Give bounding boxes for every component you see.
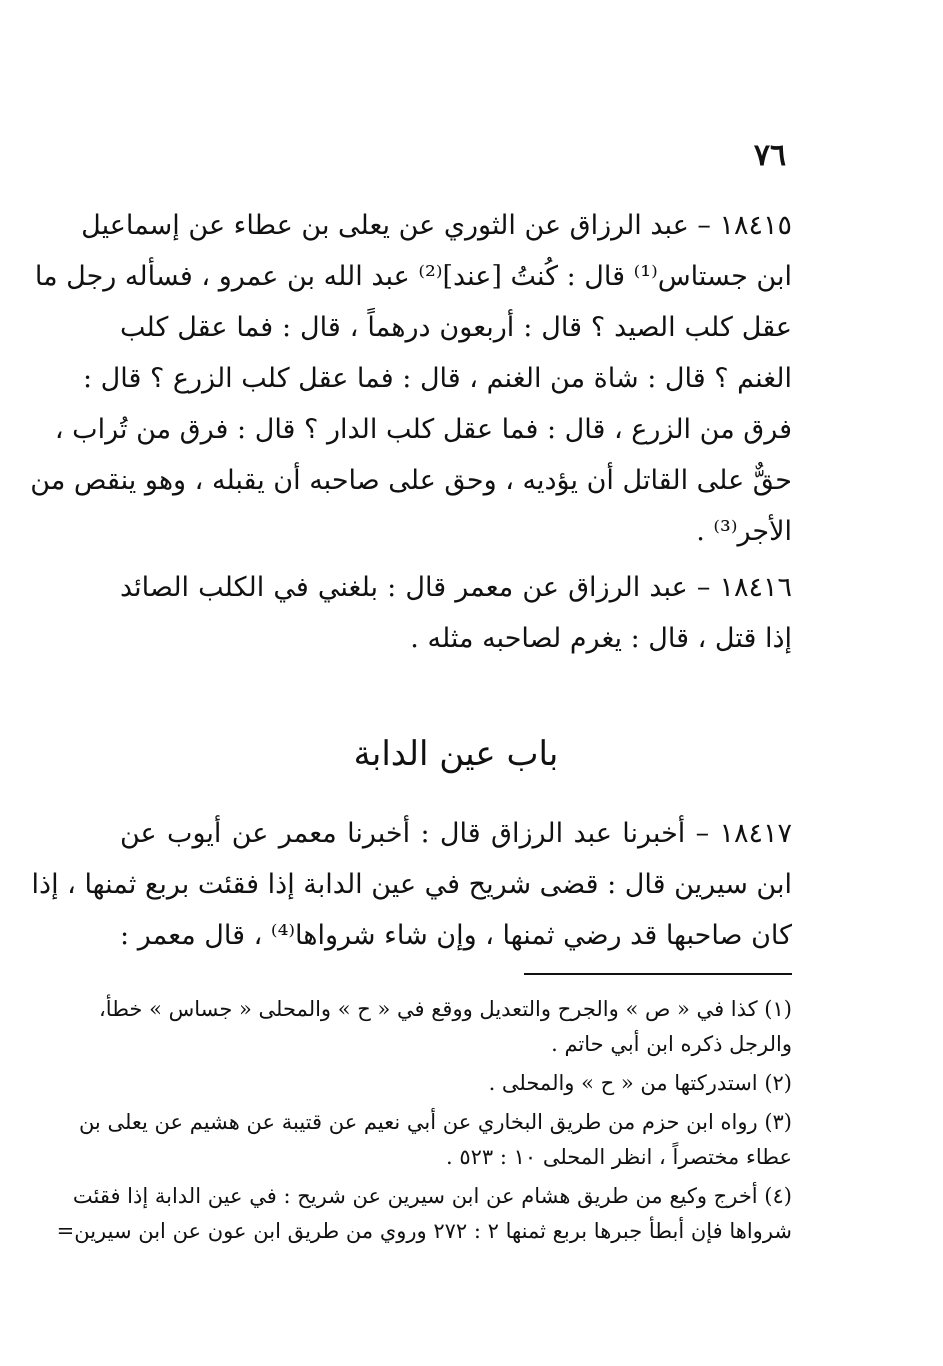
page-number: ٧٦: [753, 138, 787, 173]
text-line: عقل كلب الصيد ؟ قال : أربعون درهماً ، قال : فما عقل كلب: [120, 312, 792, 343]
hadith-entry-18416: [120, 562, 792, 664]
hadith-entry-18417: [31, 808, 792, 961]
footnote-line: عطاء مختصراً ، انظر المحلى ١٠ : ٥٢٣ .: [445, 1145, 792, 1169]
footnote-divider: [524, 973, 792, 975]
footnotes: [56, 992, 792, 1253]
footnote-line: (١) كذا في « ص » والجرح والتعديل ووقع في « ح » والمحلى « جساس » خطأ،: [99, 997, 792, 1021]
text-line: إذا قتل ، قال : يغرم لصاحبه مثله .: [410, 623, 792, 654]
text-line: الأجر⁽³⁾ .: [696, 516, 792, 547]
footnote-4: [56, 1179, 792, 1249]
footnote-line: (٤) أخرج وكيع من طريق هشام عن ابن سيرين عن شريح : في عين الدابة إذا فقئت: [72, 1184, 792, 1208]
text-line: فرق من الزرع ، قال : فما عقل كلب الدار ؟ قال : فرق من تُراب ،: [54, 414, 792, 445]
text-line: ١٨٤١٦ – عبد الرزاق عن معمر قال : بلغني في الكلب الصائد: [120, 572, 792, 603]
footnote-line: والرجل ذكره ابن أبي حاتم .: [551, 1032, 792, 1056]
text-line: ابن سيرين قال : قضى شريح في عين الدابة إذا فقئت بربع ثمنها ، إذا: [31, 869, 792, 900]
text-line: الغنم ؟ قال : شاة من الغنم ، قال : فما عقل كلب الزرع ؟ قال :: [82, 363, 792, 394]
footnote-1: [99, 992, 792, 1062]
footnote-line: (٣) رواه ابن حزم من طريق البخاري عن أبي نعيم عن قتيبة عن هشيم عن يعلى بن: [78, 1110, 792, 1134]
footnote-line: شرواها فإن أبطأ جبرها بربع ثمنها ٢ : ٢٧٢ وروي من طريق ابن عون عن ابن سيرين=: [56, 1219, 792, 1243]
section-title: باب عين الدابة: [353, 734, 559, 774]
text-line: كان صاحبها قد رضي ثمنها ، وإن شاء شرواها⁽⁴⁾ ، قال معمر :: [120, 920, 792, 951]
text-line: ١٨٤١٧ – أخبرنا عبد الرزاق قال : أخبرنا معمر عن أيوب عن: [120, 818, 792, 849]
hadith-entry-18415: [30, 200, 792, 557]
text-line: ابن جستاس⁽¹⁾ قال : كُنتُ [عند]⁽²⁾ عبد الله بن عمرو ، فسأله رجل ما: [34, 261, 792, 292]
text-line: حقٌّ على القاتل أن يؤديه ، وحق على صاحبه أن يقبله ، وهو ينقص من: [30, 465, 792, 496]
footnote-3: [78, 1105, 792, 1175]
text-line: ١٨٤١٥ – عبد الرزاق عن الثوري عن يعلى بن عطاء عن إسماعيل: [81, 210, 792, 241]
footnote-2: [120, 1066, 792, 1101]
footnote-line: (٢) استدركتها من « ح » والمحلى .: [488, 1071, 792, 1095]
